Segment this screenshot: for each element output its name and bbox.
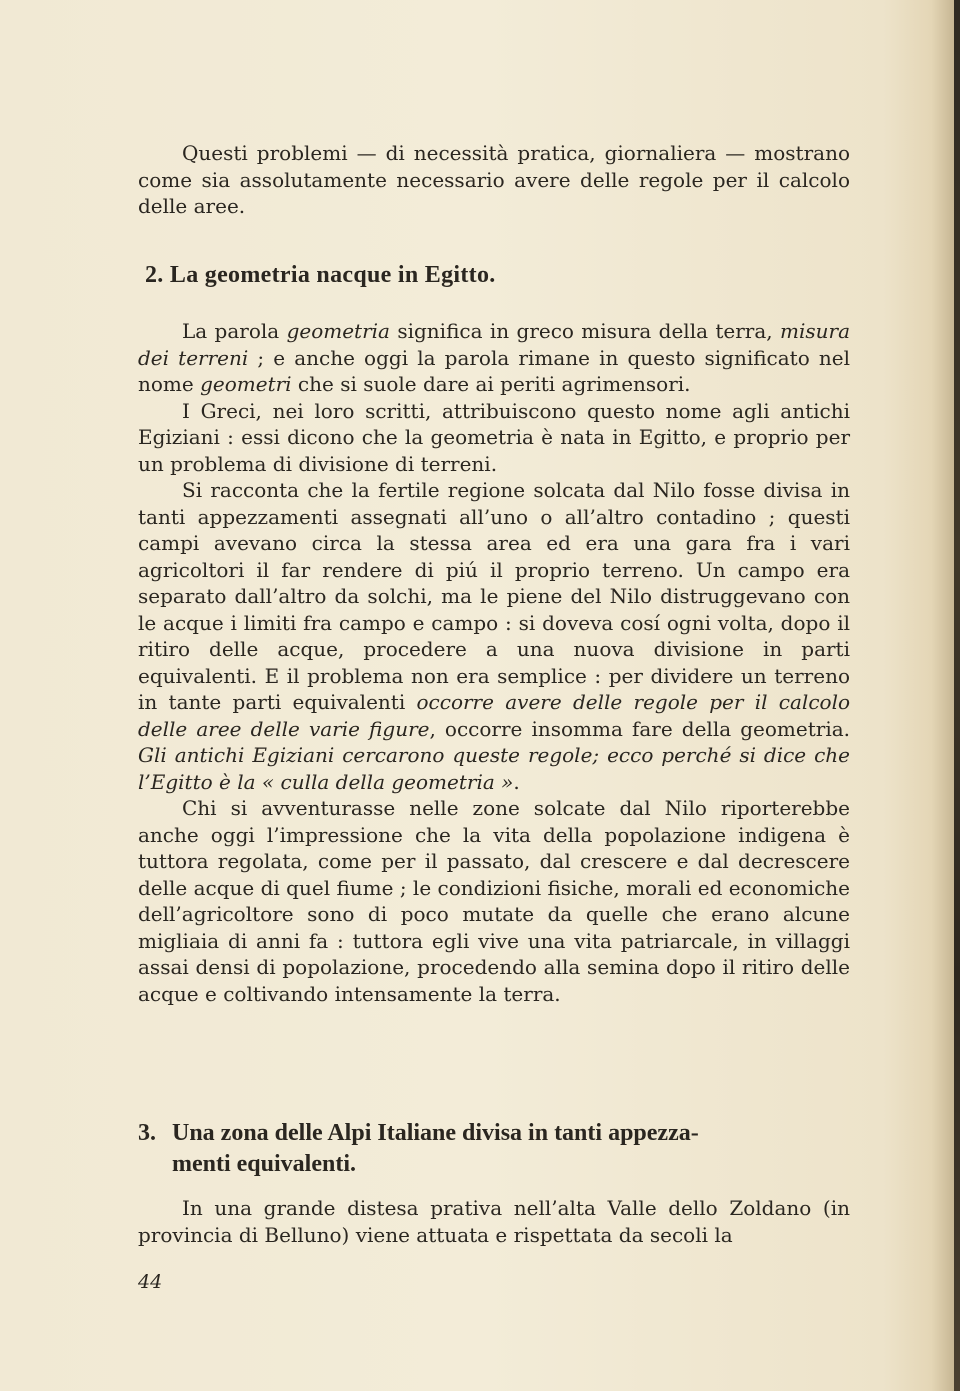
section-2-paragraph-4: Chi si avventurasse nelle zone solcate dal Nilo riporterebbe anche oggi l’impressione che la vita della popolazione indigena è tuttora regolata, come per il passato, dal crescere e dal decrescere delle acque di quel fiume ; le condizioni fisiche, morali ed economiche dell’agricoltore sono di poco mutate da quelle che erano alcune migliaia di anni fa : tuttora egli vive una vita patriarcale, in villaggi assai densi di popolazione, procedendo alla semina dopo il ritiro delle acque e coltivando intensamente la terra. <box>138 796 851 1006</box>
italic-term: geometria <box>286 319 390 343</box>
text-run: ; e anche oggi la parola rimane in questo significato nel nome <box>138 345 850 396</box>
text-run: Si racconta che la fertile regione solcata dal Nilo fosse divisa in tanti appezzamenti assegnati all’uno o all’altro contadino ; questi campi avevano circa la stessa area ed era una gara fra i vari agricoltori il far rendere di piú il proprio terreno. Un campo era separato dall’altro da solchi, ma le piene del Nilo distruggevano con le acque i limiti fra campo e campo : si doveva cosí ogni volta, dopo il ritiro delle acque, procedere a una nuova divisione in parti equivalenti. E il problema non era semplice : per dividere un terreno in tante parti equivalenti <box>138 478 850 714</box>
section-2-paragraph-1 <box>138 318 850 398</box>
text-run: , occorre insomma fare della geometria. <box>429 716 850 741</box>
page-edge-binding <box>954 0 960 1391</box>
intro-text: Questi problemi — di necessità pratica, giornaliera — mostrano come sia assolutamente necessario avere delle regole per il calcolo delle aree. <box>138 141 850 218</box>
section-3-heading-line-1: Una zona delle Alpi Italiane divisa in tanti appezza- <box>172 1120 699 1146</box>
section-3-paragraph-1: In una grande distesa prativa nell’alta Valle dello Zoldano (in provincia di Belluno) viene attuata e rispettata da secoli la <box>138 1196 850 1247</box>
section-2-paragraph-3 <box>138 477 850 795</box>
section-2-body <box>138 318 850 1007</box>
section-2-paragraph-2: I Greci, nei loro scritti, attribuiscono questo nome agli antichi Egiziani : essi dicono che la geometria è nata in Egitto, e proprio per un problema di divisione di terreni. <box>138 398 850 476</box>
section-3-number: 3. <box>138 1120 156 1146</box>
text-run: significa in greco misura della terra, <box>389 319 780 343</box>
text-run: che si suole dare ai periti agrimensori. <box>291 372 691 396</box>
italic-phrase: Gli antichi Egiziani cercarono queste regole; ecco perché si dice che l’Egitto è la « culla della geometria » <box>138 743 850 794</box>
italic-term: misura dei terreni <box>138 319 850 370</box>
text-run: . <box>513 769 520 794</box>
section-3-body <box>138 1195 850 1248</box>
section-3-heading <box>138 1118 850 1180</box>
italic-phrase: occorre avere delle regole per il calcolo delle aree delle varie figure <box>138 690 851 741</box>
section-3-heading-line-2: menti equivalenti. <box>172 1151 356 1177</box>
italic-term: geometri <box>200 372 292 396</box>
section-2-heading: 2. La geometria nacque in Egitto. <box>145 262 496 288</box>
page-number: 44 <box>138 1271 163 1293</box>
intro-paragraph <box>138 140 850 220</box>
text-run: La parola <box>182 319 287 343</box>
